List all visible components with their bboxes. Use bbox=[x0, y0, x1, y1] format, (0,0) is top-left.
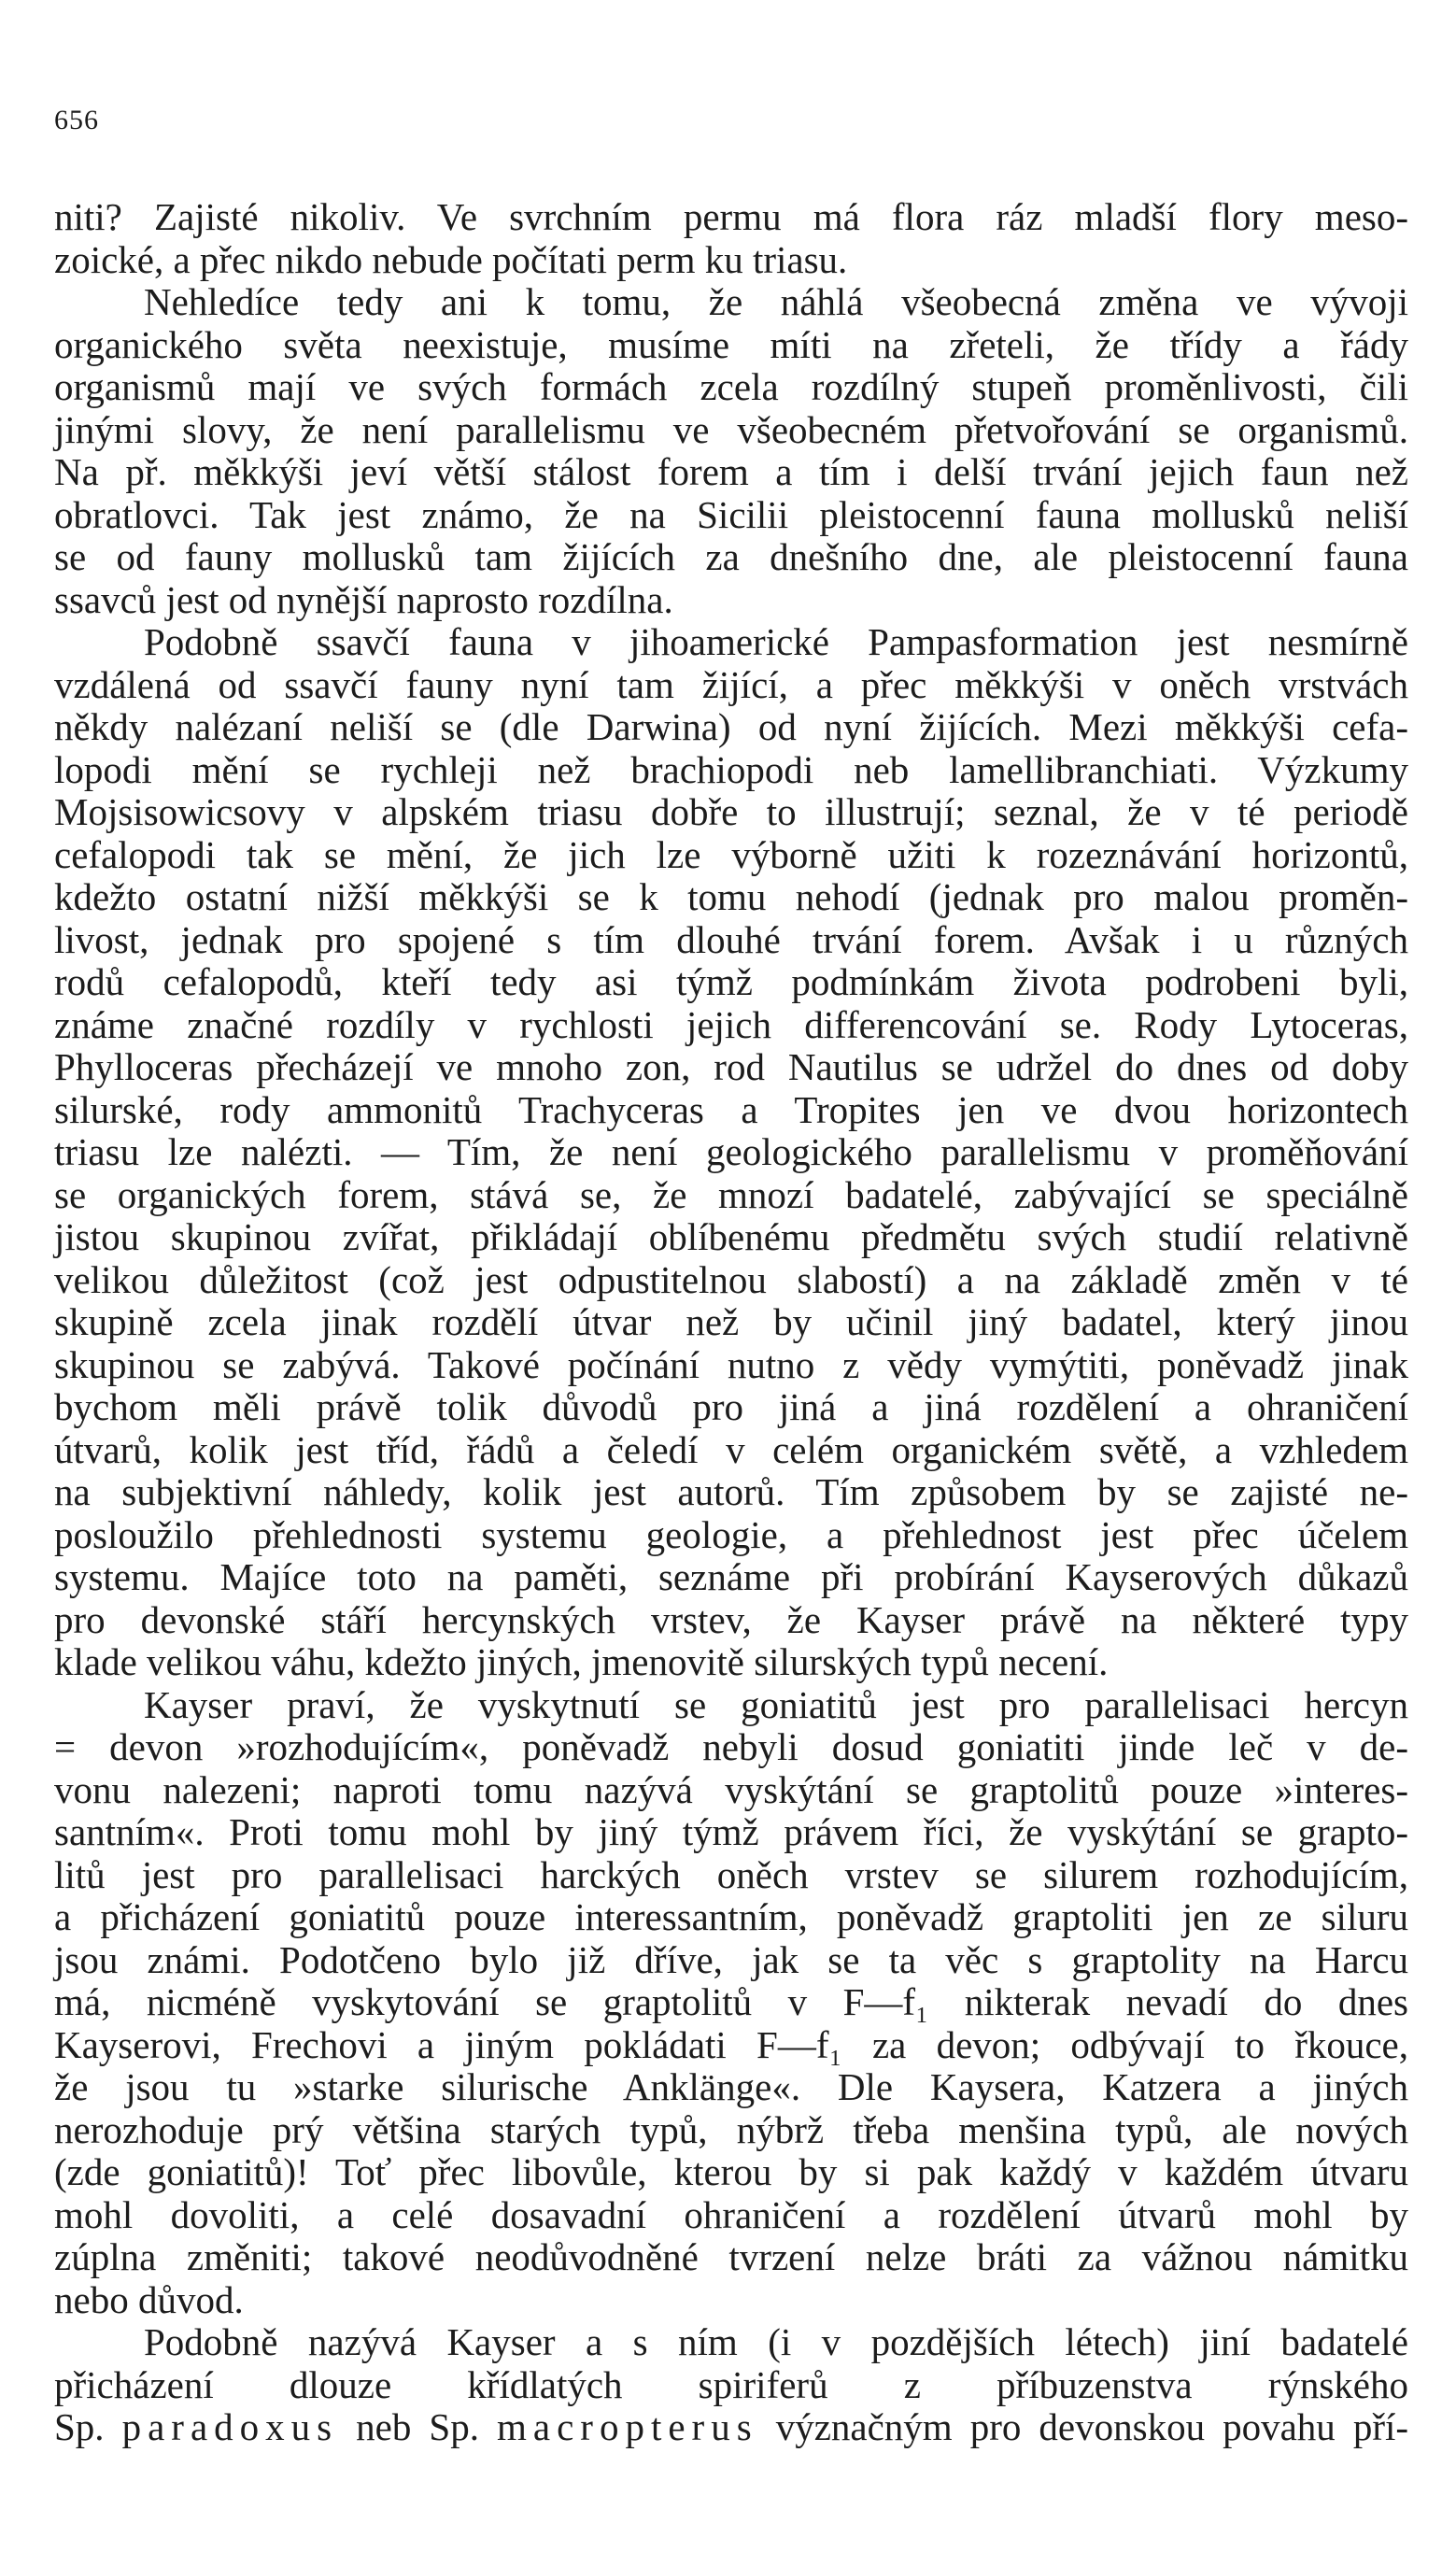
text-line: má, nicméně vyskytování se graptolitů v F—f₁ nikterak nevadí do dnes bbox=[54, 1980, 1408, 2023]
text-line: Na př. měkkýši jeví větší stálost forem a tím i delší trvání jejich faun než bbox=[54, 450, 1408, 493]
text-line: známe značné rozdíly v rychlosti jejich differencování se. Rody Lytoceras, bbox=[54, 1002, 1408, 1046]
paragraph-list bbox=[54, 196, 1408, 2321]
text-line: livost, jednak pro spojené s tím dlouhé trvání forem. Avšak i u různých bbox=[54, 917, 1408, 961]
text-line: velikou důležitost (což jest odpustitelnou slabostí) a na základě změn v té bbox=[54, 1257, 1408, 1301]
text-line: Nehledíce tedy ani k tomu, že náhlá všeobecná změna ve vývoji bbox=[144, 280, 1408, 323]
text-line: skupině zcela jinak rozdělí útvar než by učinil jiný badatel, který jinou bbox=[54, 1300, 1408, 1343]
text-line: Podobně nazývá Kayser a s ním (i v pozdějších létech) jiní badatelé bbox=[144, 2320, 1408, 2363]
paragraph bbox=[54, 1684, 1408, 2322]
text-line: útvarů, kolik jest tříd, řádů a čeledí v celém organickém světě, a vzhledem bbox=[54, 1427, 1408, 1471]
text-line: se od fauny mollusků tam žijících za dnešního dne, ale pleistocenní fauna bbox=[54, 535, 1408, 578]
text-line: na subjektivní náhledy, kolik jest autorů. Tím způsobem by se zajisté ne- bbox=[54, 1470, 1408, 1513]
text-line: přicházení dlouze křídlatých spiriferů z příbuzenstva rýnského bbox=[54, 2362, 1408, 2406]
text-line: zúplna změniti; takové neodůvodněné tvrzení nelze bráti za vážnou námitku bbox=[54, 2235, 1408, 2278]
text-line: jistou skupinou zvířat, přikládají oblíbenému předmětu svých studií relativně bbox=[54, 1215, 1408, 1258]
text-line: Kayserovi, Frechovi a jiným pokládati F—f₁ za devon; odbývají to řkouce, bbox=[54, 2022, 1408, 2066]
paragraph bbox=[54, 281, 1408, 621]
species-name: macropterus bbox=[497, 2405, 758, 2448]
text-line: a přicházení goniatitů pouze interessantním, poněvadž graptoliti jen ze siluru bbox=[54, 1895, 1408, 1938]
text-line: ssavců jest od nynější naprosto rozdílna. bbox=[54, 577, 673, 621]
text-line: organického světa neexistuje, musíme míti na zřeteli, že třídy a řády bbox=[54, 322, 1408, 366]
text-line: bychom měli právě tolik důvodů pro jiná a jiná rozdělení a ohraničení bbox=[54, 1385, 1408, 1428]
text-line: někdy nalézaní neliší se (dle Darwina) od nyní žijících. Mezi měkkýši cefa- bbox=[54, 705, 1408, 748]
text-line: kdežto ostatní nižší měkkýši se k tomu nehodí (jednak pro malou proměn- bbox=[54, 875, 1408, 918]
text-line: nerozhoduje prý většina starých typů, nýbrž třeba menšina typů, ale nových bbox=[54, 2107, 1408, 2151]
text-fragment: Sp. bbox=[54, 2405, 105, 2448]
text-line-with-species bbox=[54, 2406, 1408, 2449]
text-line: santním«. Proti tomu mohl by jiný týmž právem říci, že vyskýtání se grapto- bbox=[54, 1810, 1408, 1853]
text-line: zoické, a přec nikdo nebude počítati perm ku triasu. bbox=[54, 237, 848, 281]
text-line: že jsou tu »starke silurische Anklänge«. Dle Kaysera, Katzera a jiných bbox=[54, 2065, 1408, 2108]
text-line: lopodi mění se rychleji než brachiopodi neb lamellibranchiati. Výzkumy bbox=[54, 747, 1408, 791]
text-line: mohl dovoliti, a celé dosavadní ohraničení a rozdělení útvarů mohl by bbox=[54, 2192, 1408, 2236]
text-line: nebo důvod. bbox=[54, 2277, 244, 2321]
species-name: paradoxus bbox=[121, 2405, 339, 2448]
text-line: organismů mají ve svých formách zcela rozdílný stupeň proměnlivosti, čili bbox=[54, 365, 1408, 408]
text-line: Kayser praví, že vyskytnutí se goniatitů jest pro parallelisaci hercyn bbox=[144, 1682, 1408, 1726]
text-fragment: neb Sp. bbox=[356, 2405, 479, 2448]
text-line: posloužilo přehlednosti systemu geologie, a přehlednost jest přec účelem bbox=[54, 1512, 1408, 1556]
text-line: cefalopodi tak se mění, že jich lze výborně užiti k rozeznávání horizontů, bbox=[54, 832, 1408, 876]
text-line: Mojsisowicsovy v alpském triasu dobře to illustrují; seznal, že v té periodě bbox=[54, 790, 1408, 833]
text-line: obratlovci. Tak jest známo, že na Sicilii pleistocenní fauna mollusků neliší bbox=[54, 492, 1408, 536]
text-line: skupinou se zabývá. Takové počínání nutno z vědy vymýtiti, poněvadž jinak bbox=[54, 1342, 1408, 1386]
text-line: systemu. Majíce toto na paměti, seznáme při probírání Kayserových důkazů bbox=[54, 1555, 1408, 1598]
text-line: jinými slovy, že není parallelismu ve všeobecném přetvořování se organismů. bbox=[54, 407, 1408, 451]
text-line: klade velikou váhu, kdežto jiných, jmenovitě silurských typů necení. bbox=[54, 1640, 1109, 1683]
text-line: triasu lze nalézti. — Tím, že není geologického parallelismu v proměňování bbox=[54, 1130, 1408, 1173]
text-line: silurské, rody ammonitů Trachyceras a Tropites jen ve dvou horizontech bbox=[54, 1087, 1408, 1131]
text-line: rodů cefalopodů, kteří tedy asi týmž podmínkám života podrobeni byli, bbox=[54, 960, 1408, 1003]
paragraph bbox=[54, 196, 1408, 281]
document-page bbox=[54, 0, 1408, 2552]
text-line: = devon »rozhodujícím«, poněvadž nebyli dosud goniatiti jinde leč v de- bbox=[54, 1725, 1408, 1768]
text-line: se organických forem, stává se, že mnozí badatelé, zabývající se speciálně bbox=[54, 1172, 1408, 1216]
text-line: (zde goniatitů)! Toť přec libovůle, kterou by si pak každý v každém útvaru bbox=[54, 2150, 1408, 2193]
text-line: niti? Zajisté nikoliv. Ve svrchním permu má flora ráz mladší flory meso- bbox=[54, 195, 1408, 238]
text-line: jsou známi. Podotčeno bylo již dříve, jak se ta věc s graptolity na Harcu bbox=[54, 1937, 1408, 1981]
text-line: vzdálená od ssavčí fauny nyní tam žijící, a přec měkkýši v oněch vrstvách bbox=[54, 662, 1408, 706]
page-number: 656 bbox=[54, 105, 99, 135]
text-line: Phylloceras přecházejí ve mnoho zon, rod Nautilus se udržel do dnes od doby bbox=[54, 1045, 1408, 1088]
text-line: litů jest pro parallelisaci harckých oněch vrstev se silurem rozhodujícím, bbox=[54, 1852, 1408, 1896]
text-line: Podobně ssavčí fauna v jihoamerické Pampasformation jest nesmírně bbox=[144, 620, 1408, 663]
paragraph-final bbox=[54, 2321, 1408, 2449]
text-line: pro devonské stáří hercynských vrstev, že Kayser právě na některé typy bbox=[54, 1597, 1408, 1641]
text-fragment: význačným pro devonskou povahu pří- bbox=[775, 2405, 1409, 2448]
paragraph bbox=[54, 621, 1408, 1684]
body-text bbox=[54, 196, 1408, 2449]
text-line: vonu nalezeni; naproti tomu nazývá vyskýtání se graptolitů pouze »interes- bbox=[54, 1767, 1408, 1811]
